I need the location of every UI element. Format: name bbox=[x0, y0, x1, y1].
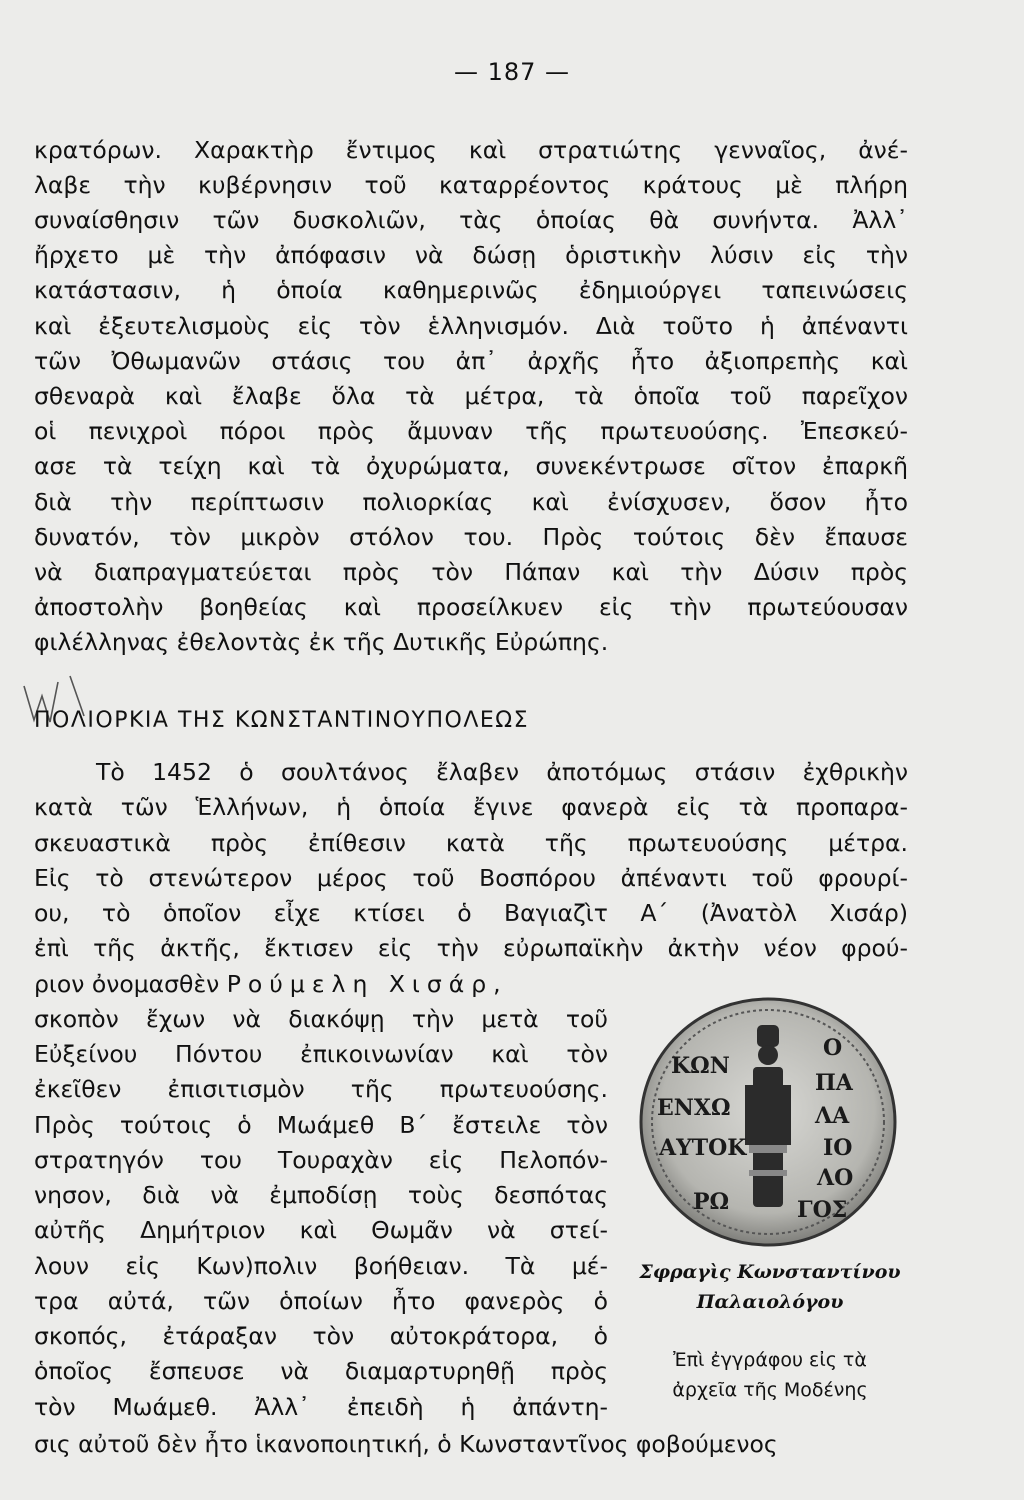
text-line: κρατόρων. Χαρακτὴρ ἔντιμος καὶ στρατιώτης γενναῖος, ἀνέ- bbox=[34, 136, 908, 164]
seal-letters: ΠΑ bbox=[815, 1070, 853, 1096]
text-fragment: ριον ὀνομασθὲν bbox=[34, 970, 227, 998]
text-line: σκοπός, ἐτάραξαν τὸν αὐτοκράτορα, ὁ bbox=[34, 1322, 608, 1350]
seal-letters: ΛΑ bbox=[815, 1103, 850, 1129]
text-line: φιλέλληνας ἐθελοντὰς ἐκ τῆς Δυτικῆς Εὐρώπης. bbox=[34, 628, 609, 656]
text-line: σθεναρὰ καὶ ἔλαβε ὅλα τὰ μέτρα, τὰ ὁποῖα τοῦ παρεῖχον bbox=[34, 382, 908, 410]
text-line: τὸν Μωάμεθ. Ἀλλ᾽ ἐπειδὴ ἡ ἀπάντη- bbox=[34, 1393, 608, 1421]
text-line: σις αὐτοῦ δὲν ἦτο ἱκανοποιητική, ὁ Κωνσταντῖνος φοβούμενος bbox=[34, 1430, 778, 1458]
text-line: τρα αὐτά, τῶν ὁποίων ἦτο φανερὸς ὁ bbox=[34, 1287, 608, 1315]
text-line: νησον, διὰ νὰ ἐμποδίσῃ τοὺς δεσπότας bbox=[34, 1181, 608, 1209]
caption-title: Παλαιολόγου bbox=[696, 1291, 844, 1313]
spaced-name: Ρούμελη Χισάρ, bbox=[226, 970, 508, 998]
seal-letters: ΚΩΝ bbox=[671, 1053, 730, 1079]
text-line: σκευαστικὰ πρὸς ἐπίθεσιν κατὰ τῆς πρωτευούσης μέτρα. bbox=[34, 829, 908, 857]
text-line: σκοπὸν ἔχων νὰ διακόψῃ τὴν μετὰ τοῦ bbox=[34, 1005, 608, 1033]
caption-title: Σφραγὶς Κωνσταντίνου bbox=[639, 1261, 901, 1283]
text-line: διὰ τὴν περίπτωσιν πολιορκίας καὶ ἐνίσχυσεν, ὅσον ἦτο bbox=[34, 488, 908, 516]
text-line: κατάστασιν, ἡ ὁποία καθημερινῶς ἐδημιούργει ταπεινώσεις bbox=[34, 276, 908, 304]
text-line: στρατηγόν του Τουραχὰν εἰς Πελοπόν- bbox=[34, 1146, 608, 1174]
text-line: Εἰς τὸ στενώτερον μέρος τοῦ Βοσπόρου ἀπέναντι τοῦ φρουρί- bbox=[34, 864, 908, 892]
seal-letters: ΙΟ bbox=[823, 1135, 853, 1161]
text-line: νὰ διαπραγματεύεται πρὸς τὸν Πάπαν καὶ τὴν Δύσιν πρὸς bbox=[34, 558, 908, 586]
text-line: συναίσθησιν τῶν δυσκολιῶν, τὰς ὁποίας θὰ συνήντα. Ἀλλ᾽ bbox=[34, 206, 908, 234]
text-line: δυνατόν, τὸν μικρὸν στόλον του. Πρὸς τούτοις δὲν ἔπαυσε bbox=[34, 523, 908, 551]
page-number: — 187 — bbox=[453, 58, 571, 86]
text-line: κατὰ τῶν Ἑλλήνων, ἡ ὁποία ἔγινε φανερὰ εἰς τὰ προπαρα- bbox=[34, 793, 908, 821]
caption-subtitle: ἀρχεῖα τῆς Μοδένης bbox=[672, 1379, 868, 1401]
seal-letters: ΑΥΤΟΚ bbox=[659, 1135, 747, 1161]
text-line: Εὐξείνου Πόντου ἐπικοινωνίαν καὶ τὸν bbox=[34, 1040, 608, 1068]
seal-image bbox=[637, 995, 899, 1250]
seal-letters: ΡΩ bbox=[693, 1189, 730, 1215]
text-line: Τὸ 1452 ὁ σουλτάνος ἔλαβεν ἀποτόμως στάσιν ἐχθρικὴν bbox=[96, 758, 908, 786]
text-line: ου, τὸ ὁποῖον εἶχε κτίσει ὁ Βαγιαζὶτ Α΄ (Ἀνατὸλ Χισάρ) bbox=[34, 899, 908, 927]
text-line: ἐκεῖθεν ἐπισιτισμὸν τῆς πρωτευούσης. bbox=[34, 1075, 608, 1103]
section-heading: ΠΟΛΙΟΡΚΙΑ ΤΗΣ ΚΩΝΣΤΑΝΤΙΝΟΥΠΟΛΕΩΣ bbox=[34, 708, 530, 733]
text-line: ἀποστολὴν βοηθείας καὶ προσείλκυεν εἰς τὴν πρωτεύουσαν bbox=[34, 593, 908, 621]
caption-subtitle: Ἐπὶ ἐγγράφου εἰς τὰ bbox=[673, 1349, 867, 1371]
text-line: ἐπὶ τῆς ἀκτῆς, ἔκτισεν εἰς τὴν εὐρωπαϊκὴν ἀκτὴν νέον φρού- bbox=[34, 934, 908, 962]
seal-letters: ΛΟ bbox=[817, 1165, 854, 1191]
text-line: ασε τὰ τείχη καὶ τὰ ὀχυρώματα, συνεκέντρωσε σῖτον ἐπαρκῆ bbox=[34, 452, 908, 480]
seal-letters: ΓΟΣ bbox=[797, 1197, 848, 1223]
text-line: ἤρχετο μὲ τὴν ἀπόφασιν νὰ δώσῃ ὁριστικὴν λύσιν εἰς τὴν bbox=[34, 241, 908, 269]
text-line: ὁποῖος ἔσπευσε νὰ διαμαρτυρηθῇ πρὸς bbox=[34, 1357, 608, 1385]
text-line: αὐτῆς Δημήτριον καὶ Θωμᾶν νὰ στεί- bbox=[34, 1216, 608, 1244]
text-line bbox=[34, 970, 508, 998]
seal-letters: Ο bbox=[823, 1035, 843, 1061]
text-line: τῶν Ὀθωμανῶν στάσις του ἀπ᾽ ἀρχῆς ἦτο ἀξιοπρεπὴς καὶ bbox=[34, 347, 908, 375]
text-line: Πρὸς τούτοις ὁ Μωάμεθ Β΄ ἔστειλε τὸν bbox=[34, 1111, 608, 1139]
text-line: οἱ πενιχροὶ πόροι πρὸς ἄμυναν τῆς πρωτευούσης. Ἐπεσκεύ- bbox=[34, 417, 908, 445]
seal-letters: ΕΝΧΩ bbox=[657, 1095, 731, 1121]
text-line: λαβε τὴν κυβέρνησιν τοῦ καταρρέοντος κράτους μὲ πλήρη bbox=[34, 171, 908, 199]
text-line: καὶ ἐξευτελισμοὺς εἰς τὸν ἑλληνισμόν. Διὰ τοῦτο ἡ ἀπέναντι bbox=[34, 312, 908, 340]
text-line: λουν εἰς Κων)πολιν βοήθειαν. Τὰ μέ- bbox=[34, 1252, 608, 1280]
